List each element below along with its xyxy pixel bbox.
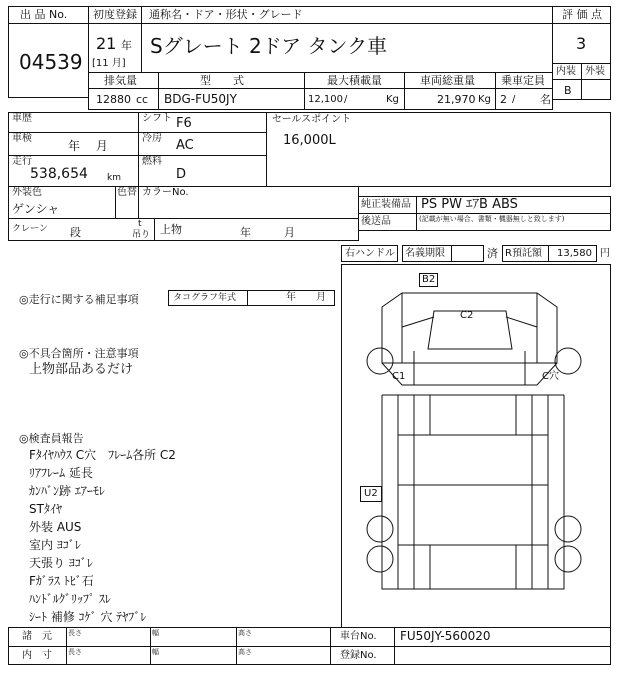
max-load-label: 最大積載量 — [327, 74, 382, 87]
aftermarket-note: (記載が無い場合、書類・機器無しと致します) — [419, 215, 565, 223]
rating-score: 3 — [576, 34, 587, 53]
tacho-label: タコグラフ年式 — [173, 293, 237, 303]
ext-color-label: 外装色 — [12, 187, 42, 198]
inspector-line: 天張り ﾖｺﾞﾚ — [29, 556, 93, 570]
ac-label: 冷房 — [142, 133, 162, 144]
truck-diagram — [341, 264, 611, 628]
inspector-line: ｼｰﾄ 補修 ｺｹﾞ 穴 ﾃﾔﾌﾞﾚ — [29, 610, 147, 624]
max-load-unit: Kg — [386, 94, 399, 105]
first-reg-month: [11 月] — [92, 58, 126, 69]
displacement-unit: cc — [136, 93, 149, 106]
inspector-line: 室内 ﾖｺﾞﾚ — [29, 538, 81, 552]
footer-div-2 — [150, 627, 151, 665]
capacity-unit: 名 — [540, 93, 551, 106]
displacement-label: 排気量 — [104, 74, 137, 87]
equipment-value: PS PW ｴｱB ABS — [421, 197, 518, 212]
footer-mid-line — [8, 646, 611, 647]
capacity-label: 乗車定員 — [501, 74, 545, 87]
truck-outline — [342, 265, 610, 627]
footer-div-1 — [66, 627, 67, 665]
recycle-unit: 円 — [600, 248, 610, 259]
inspector-title: ◎検査員報告 — [19, 432, 84, 445]
c1-left-mark: C1 — [392, 371, 406, 382]
mileage-unit: km — [107, 173, 121, 183]
capacity-value: 2 — [500, 93, 507, 106]
crane-divider — [154, 218, 155, 241]
footer-spec-label: 諸 元 — [22, 631, 52, 642]
defects-text: 上物部品あるだけ — [29, 362, 134, 377]
first-reg-year: 21 — [96, 34, 117, 53]
footer-div-3 — [236, 627, 237, 665]
inspector-report — [29, 448, 176, 628]
footer-div-4 — [330, 627, 331, 665]
footer-height-label-2: 高さ — [238, 648, 252, 656]
chassis-no: FU50JY-560020 — [400, 629, 491, 643]
inspection-label: 車検 — [12, 133, 32, 144]
name-label: 通称名・ドア・形状・グレード — [149, 8, 303, 21]
upper-label: 上物 — [160, 223, 182, 236]
reg-label: 登録No. — [340, 650, 377, 661]
inspector-line: STﾀｲﾔ — [29, 502, 62, 516]
first-reg-year-unit: 年 — [121, 39, 132, 52]
crane-stage-unit: 段 — [70, 226, 81, 239]
c2-mark: C2 — [460, 310, 474, 321]
defects-title: ◎不具合箇所・注意事項 — [19, 347, 139, 360]
aftermarket-label: 後送品 — [361, 216, 391, 227]
shift-value: F6 — [176, 116, 192, 131]
shift-label: シフト — [142, 113, 172, 124]
exterior-label: 外装 — [585, 66, 605, 77]
footer-div-5 — [394, 627, 395, 665]
supplement-title: ◎走行に関する補足事項 — [19, 293, 139, 306]
crane-ton-unit: t — [138, 219, 142, 229]
lot-no: 04539 — [19, 50, 83, 74]
max-load-value: 12,100 — [308, 94, 343, 105]
rhd-label: 右ハンドル — [345, 248, 395, 259]
ext-color-value: ゲンシャ — [12, 202, 60, 216]
b2-mark: B2 — [419, 273, 438, 287]
crane-row — [8, 218, 359, 241]
displacement-value: 12880 — [96, 93, 131, 106]
inspector-line: ﾊﾝﾄﾞﾙｸﾞﾘｯﾌﾟ ｽﾚ — [29, 592, 111, 606]
capacity-slash: / — [512, 94, 516, 105]
inspection-value: 年 月 — [68, 139, 108, 153]
footer-width-label-2: 幅 — [152, 648, 159, 656]
footer-width-label: 幅 — [152, 629, 159, 637]
lot-no-label: 出 品 No. — [20, 8, 68, 21]
car-name: Sグレート 2ドア タンク車 — [150, 34, 388, 58]
first-reg-label: 初度登録 — [93, 8, 137, 21]
rating-label: 評 価 点 — [562, 8, 602, 21]
exterior-grade-cell — [581, 79, 611, 100]
gvw-label: 車両総重量 — [420, 74, 475, 87]
footer-inside-label: 内 寸 — [22, 650, 52, 661]
chassis-label: 車台No. — [340, 631, 377, 642]
interior-label: 内装 — [556, 66, 576, 77]
crane-label: クレーン — [12, 224, 48, 234]
tacho-value: 年 月 — [286, 292, 326, 303]
u2-mark: U2 — [360, 486, 382, 502]
inspector-line: Fｶﾞﾗｽ ﾄﾋﾞ石 — [29, 574, 94, 588]
footer-height-label: 高さ — [238, 629, 252, 637]
recycle-fee: 13,580 — [557, 248, 592, 259]
color-code-label: カラーNo. — [142, 187, 189, 198]
fuel-label: 燃料 — [142, 156, 162, 167]
recycle-fee-label: R預託額 — [505, 248, 542, 259]
recycle-done: 済 — [487, 247, 498, 260]
interior-grade: B — [564, 84, 572, 97]
crane-hanging-label: 吊り — [132, 230, 151, 240]
model-value: BDG-FU50JY — [164, 92, 237, 106]
inspector-line: ﾘｱﾌﾚｰﾑ 延長 — [29, 466, 93, 480]
upper-value: 年 月 — [240, 226, 295, 239]
name-change-label: 名義期限 — [405, 248, 445, 259]
name-change-value-cell — [451, 245, 484, 262]
footer-length-label: 長さ — [68, 629, 82, 637]
gvw-value: 21,970 — [437, 93, 476, 106]
sales-point-label: セールスポイント — [272, 114, 352, 125]
equipment-label: 純正装備品 — [361, 199, 411, 210]
history-label: 車歴 — [12, 113, 32, 124]
inspector-line: Fﾀｲﾔﾊｳｽ C穴 ﾌﾚｰﾑ各所 C2 — [29, 448, 176, 462]
mileage-label: 走行 — [12, 156, 32, 167]
footer-length-label-2: 長さ — [68, 648, 82, 656]
inspector-line: ｶﾝﾊﾞﾝ跡 ｴｱｰﾓﾚ — [29, 484, 105, 498]
max-load-slash: / — [344, 94, 348, 105]
c1-right-mark: C穴 — [542, 371, 559, 382]
gvw-unit: Kg — [478, 94, 491, 105]
ac-value: AC — [176, 138, 194, 153]
color-no-label: 色替 — [117, 187, 137, 198]
fuel-value: D — [176, 167, 187, 182]
mileage-value: 538,654 — [30, 166, 88, 182]
inspector-line: 外装 AUS — [29, 520, 82, 534]
model-label: 型 式 — [200, 74, 244, 87]
sales-point-value: 16,000L — [283, 133, 336, 148]
